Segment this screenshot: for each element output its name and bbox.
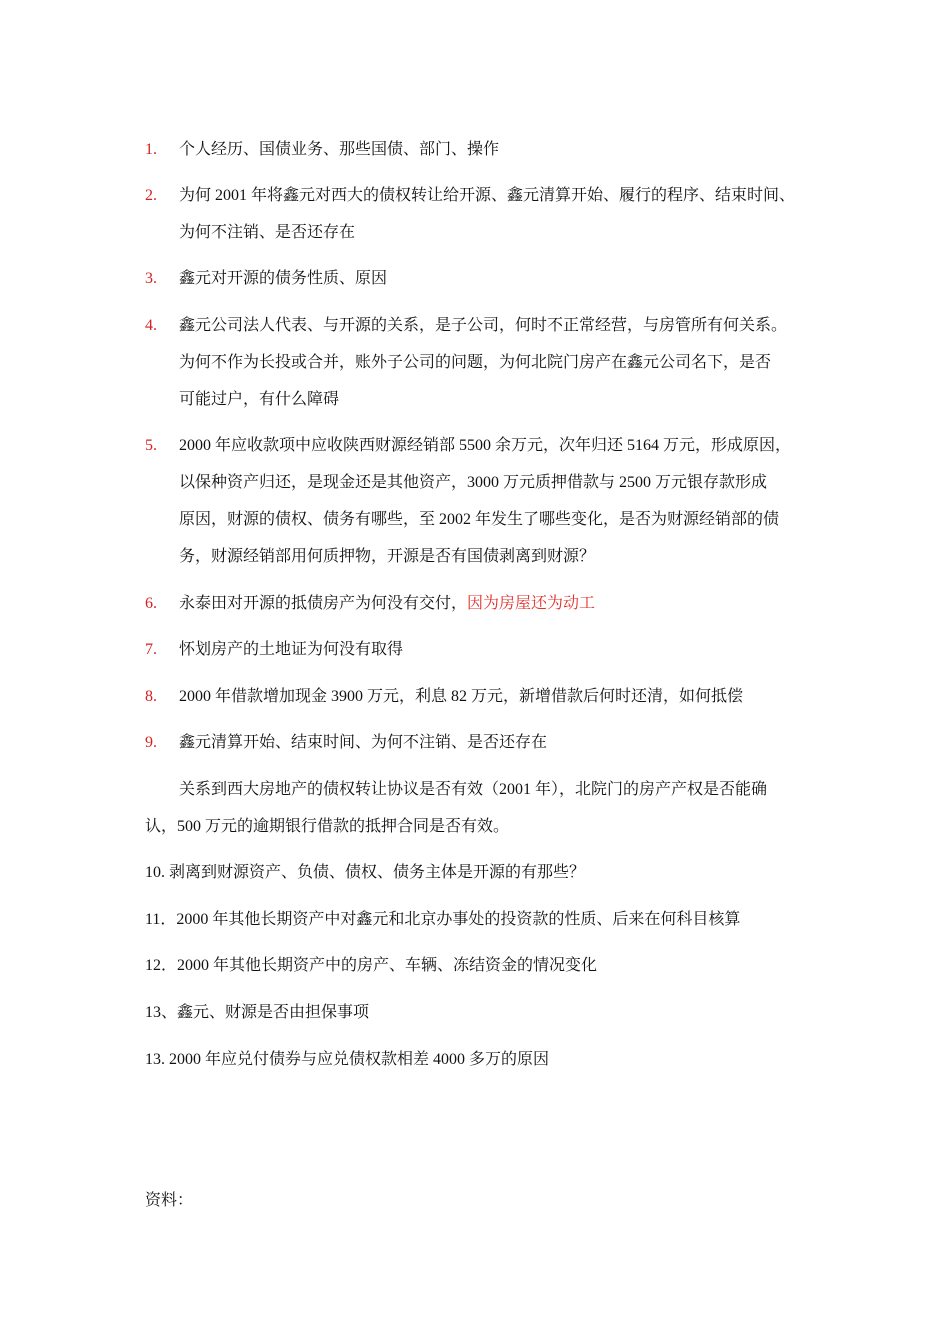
- question-line: 鑫元对开源的债务性质、原因: [179, 270, 388, 287]
- question-number: 4.: [145, 317, 157, 334]
- question-number: 5.: [145, 437, 157, 454]
- question-number: 1.: [145, 141, 157, 158]
- materials-label: 资料：: [145, 1192, 194, 1209]
- question-text: [179, 131, 825, 168]
- question-text: [179, 724, 825, 761]
- question-text: [179, 260, 825, 297]
- question-line: 鑫元清算开始、结束时间、为何不注销、是否还存在: [179, 734, 548, 751]
- question-line: [179, 585, 825, 622]
- question-text: [179, 177, 825, 251]
- extra-question: 11．2000 年其他长期资产中对鑫元和北京办事处的投资款的性质、后来在何科目核算: [145, 911, 741, 928]
- question-line: 原因，财源的债权、债务有哪些，至 2002 年发生了哪些变化，是否为财源经销部的债: [179, 511, 780, 528]
- extra-question: 10. 剥离到财源资产、负债、债权、债务主体是开源的有那些？: [145, 864, 586, 881]
- question-line: 个人经历、国债业务、那些国债、部门、操作: [179, 141, 500, 158]
- question-text: [179, 631, 825, 668]
- question-text: [179, 678, 825, 715]
- question-number: 9.: [145, 734, 157, 751]
- question-text: [179, 427, 825, 575]
- question-text-part: 永泰田对开源的抵债房产为何没有交付，: [179, 595, 468, 612]
- paragraph-line: 认，500 万元的逾期银行借款的抵押合同是否有效。: [145, 818, 510, 835]
- question-number: 7.: [145, 641, 157, 658]
- question-number: 3.: [145, 270, 157, 287]
- question-line: 为何 2001 年将鑫元对西大的债权转让给开源、鑫元清算开始、履行的程序、结束时间、: [179, 187, 796, 204]
- answer-note: 因为房屋还为动工: [467, 595, 596, 612]
- question-line: 为何不作为长投或合并，账外子公司的问题，为何北院门房产在鑫元公司名下，是否: [179, 354, 772, 371]
- question-line: 鑫元公司法人代表、与开源的关系，是子公司，何时不正常经营，与房管所有何关系。: [179, 317, 788, 334]
- question-text: [179, 585, 825, 622]
- question-line: 可能过户，有什么障碍: [179, 391, 340, 408]
- question-line: 务，财源经销部用何质押物，开源是否有国债剥离到财源？: [179, 548, 596, 565]
- question-text: [179, 307, 825, 418]
- question-number: 2.: [145, 187, 157, 204]
- question-number: 6.: [145, 595, 157, 612]
- paragraph-line: 关系到西大房地产的债权转让协议是否有效（2001 年），北院门的房产产权是否能确: [179, 781, 768, 798]
- question-line: 以保种资产归还，是现金还是其他资产，3000 万元质押借款与 2500 万元银存款形成: [179, 474, 768, 491]
- extra-question: 12．2000 年其他长期资产中的房产、车辆、冻结资金的情况变化: [145, 957, 598, 974]
- question-line: 为何不注销、是否还存在: [179, 224, 356, 241]
- question-number: 8.: [145, 688, 157, 705]
- extra-question: 13. 2000 年应兑付债券与应兑债权款相差 4000 多万的原因: [145, 1051, 550, 1068]
- question-line: 2000 年应收款项中应收陕西财源经销部 5500 余万元，次年归还 5164 万元，形成原因，: [179, 437, 792, 454]
- question-line: 怀划房产的土地证为何没有取得: [179, 641, 404, 658]
- extra-question: 13、鑫元、财源是否由担保事项: [145, 1004, 370, 1021]
- question-line: 2000 年借款增加现金 3900 万元，利息 82 万元，新增借款后何时还清，如何抵偿: [179, 688, 744, 705]
